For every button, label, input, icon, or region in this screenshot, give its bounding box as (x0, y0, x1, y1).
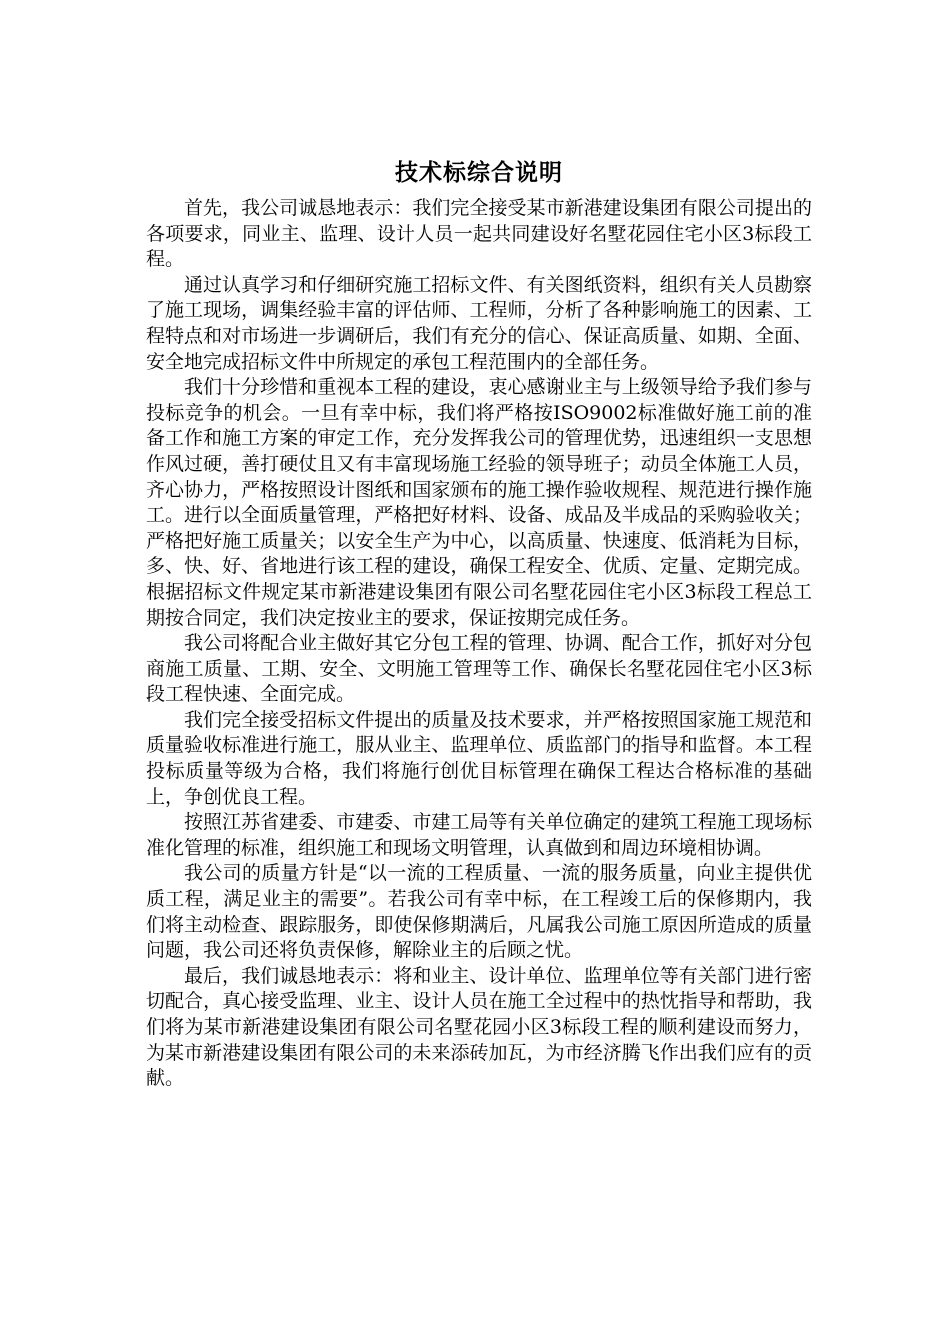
paragraph-4: 我公司将配合业主做好其它分包工程的管理、协调、配合工作，抓好对分包商施工质量、工期、安全、文明施工管理等工作、确保长名墅花园住宅小区3标段工程快速、全面完成。 (146, 632, 812, 706)
paragraph-3: 我们十分珍惜和重视本工程的建设，衷心感谢业主与上级领导给予我们参与投标竞争的机会。一旦有幸中标，我们将严格按ISO9002标准做好施工前的准备工作和施工方案的审定工作，充分发挥我公司的管理优势，迅速组织一支思想作风过硬，善打硬仗且又有丰富现场施工经验的领导班子；动员全体施工人员，齐心协力，严格按照设计图纸和国家颁布的施工操作验收规程、规范进行操作施工。进行以全面质量管理，严格把好材料、设备、成品及半成品的采购验收关；严格把好施工质量关；以安全生产为中心，以高质量、快速度、低消耗为目标，多、快、好、省地进行该工程的建设，确保工程安全、优质、定量、定期完成。根据招标文件规定某市新港建设集团有限公司名墅花园住宅小区3标段工程总工期按合同定，我们决定按业主的要求，保证按期完成任务。 (146, 376, 812, 629)
paragraph-5: 我们完全接受招标文件提出的质量及技术要求，并严格按照国家施工规范和质量验收标准进行施工，服从业主、监理单位、质监部门的指导和监督。本工程投标质量等级为合格，我们将施行创优目标管理在确保工程达合格标准的基础上，争创优良工程。 (146, 708, 812, 808)
paragraph-2: 通过认真学习和仔细研究施工招标文件、有关图纸资料，组织有关人员勘察了施工现场，调集经验丰富的评估师、工程师，分析了各种影响施工的因素、工程特点和对市场进一步调研后，我们有充分的信心、保证高质量、如期、全面、安全地完成招标文件中所规定的承包工程范围内的全部任务。 (146, 273, 812, 373)
paragraph-1: 首先，我公司诚恳地表示：我们完全接受某市新港建设集团有限公司提出的各项要求，同业主、监理、设计人员一起共同建设好名墅花园住宅小区3标段工程。 (146, 197, 812, 271)
document-page (146, 158, 812, 1092)
paragraph-6: 按照江苏省建委、市建委、市建工局等有关单位确定的建筑工程施工现场标准化管理的标准，组织施工和现场文明管理，认真做到和周边环境相协调。 (146, 811, 812, 859)
document-title: 技术标综合说明 (395, 160, 563, 186)
paragraph-7: 我公司的质量方针是“以一流的工程质量、一流的服务质量，向业主提供优质工程，满足业主的需要”。若我公司有幸中标，在工程竣工后的保修期内，我们将主动检查、跟踪服务，即使保修期满后，凡属我公司施工原因所造成的质量问题，我公司还将负责保修，解除业主的后顾之忧。 (146, 862, 812, 962)
paragraph-8: 最后，我们诚恳地表示：将和业主、设计单位、监理单位等有关部门进行密切配合，真心接受监理、业主、设计人员在施工全过程中的热忱指导和帮助，我们将为某市新港建设集团有限公司名墅花园小区3标段工程的顺利建设而努力，为某市新港建设集团有限公司的未来添砖加瓦，为市经济腾飞作出我们应有的贡献。 (146, 964, 812, 1090)
